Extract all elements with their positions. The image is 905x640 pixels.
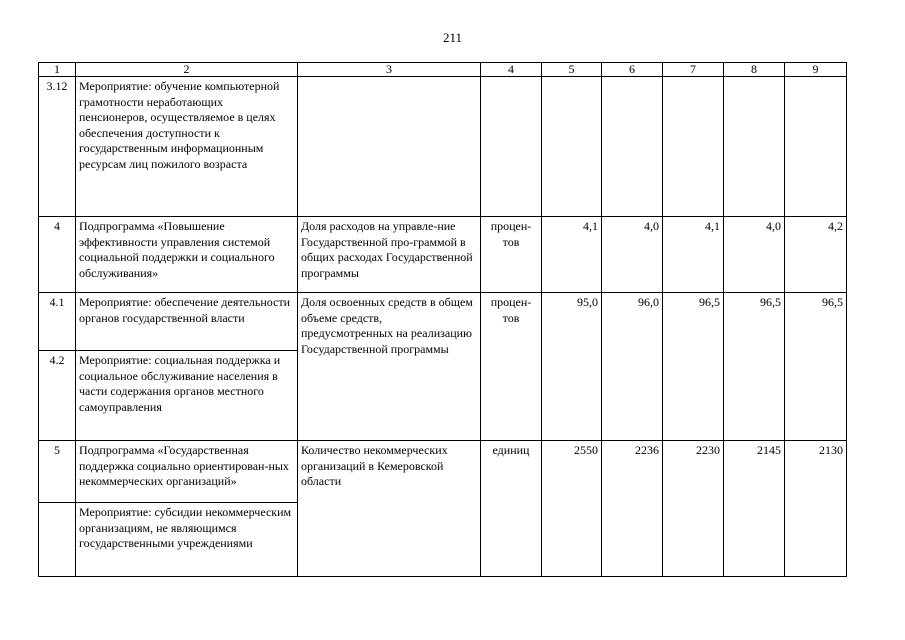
value-cell [542, 77, 602, 217]
value-cell: 2130 [785, 441, 847, 577]
value-cell [602, 77, 663, 217]
value-cell: 4,1 [663, 217, 724, 293]
indicator-cell [298, 77, 481, 217]
page-number: 211 [442, 30, 463, 45]
row-number: 4 [39, 217, 76, 293]
row-number: 3.12 [39, 77, 76, 217]
row-description: Мероприятие: обучение компьютерной грамотности неработающих пенсионеров, осуществляемое в целях обеспечения доступности к государственным информационным ресурсам лиц пожилого возраста [76, 77, 298, 217]
value-cell: 4,0 [724, 217, 785, 293]
row-description: Мероприятие: обеспечение деятельности органов государственной власти [76, 293, 298, 351]
column-header: 5 [542, 63, 602, 77]
column-header: 3 [298, 63, 481, 77]
unit-cell [481, 77, 542, 217]
row-description: Подпрограмма «Повышение эффективности управления системой социальной поддержки и социального обслуживания» [76, 217, 298, 293]
indicator-cell: Доля расходов на управле-ние Государственной про-граммой в общих расходах Государственной программы [298, 217, 481, 293]
column-header: 8 [724, 63, 785, 77]
row-number: 4.2 [39, 351, 76, 441]
column-header: 1 [39, 63, 76, 77]
unit-cell: единиц [481, 441, 542, 577]
value-cell: 96,0 [602, 293, 663, 441]
column-header: 4 [481, 63, 542, 77]
unit-cell: процен-тов [481, 217, 542, 293]
value-cell: 95,0 [542, 293, 602, 441]
value-cell: 2550 [542, 441, 602, 577]
row-number [39, 503, 76, 577]
table-row [39, 293, 847, 351]
table-row [39, 77, 847, 217]
value-cell: 2145 [724, 441, 785, 577]
table-row [39, 217, 847, 293]
value-cell: 4,2 [785, 217, 847, 293]
value-cell: 4,0 [602, 217, 663, 293]
row-description: Мероприятие: социальная поддержка и социальное обслуживание населения в части содержания органов местного самоуправления [76, 351, 298, 441]
row-description: Мероприятие: субсидии некоммерческим организациям, не являющимся государственными учреждениями [76, 503, 298, 577]
column-number-row [39, 63, 847, 77]
table-row [39, 441, 847, 503]
value-cell [663, 77, 724, 217]
column-header: 6 [602, 63, 663, 77]
row-number: 4.1 [39, 293, 76, 351]
value-cell: 96,5 [785, 293, 847, 441]
unit-cell: процен-тов [481, 293, 542, 441]
row-number: 5 [39, 441, 76, 503]
column-header: 7 [663, 63, 724, 77]
value-cell [724, 77, 785, 217]
value-cell: 96,5 [663, 293, 724, 441]
value-cell: 2230 [663, 441, 724, 577]
column-header: 2 [76, 63, 298, 77]
row-description: Подпрограмма «Государственная поддержка социально ориентирован-ных некоммерческих организаций» [76, 441, 298, 503]
value-cell: 2236 [602, 441, 663, 577]
indicators-table [38, 62, 847, 577]
indicator-cell: Доля освоенных средств в общем объеме средств, предусмотренных на реализацию Государственной программы [298, 293, 481, 441]
value-cell [785, 77, 847, 217]
value-cell: 4,1 [542, 217, 602, 293]
column-header: 9 [785, 63, 847, 77]
indicator-cell: Количество некоммерческих организаций в Кемеровской области [298, 441, 481, 577]
value-cell: 96,5 [724, 293, 785, 441]
